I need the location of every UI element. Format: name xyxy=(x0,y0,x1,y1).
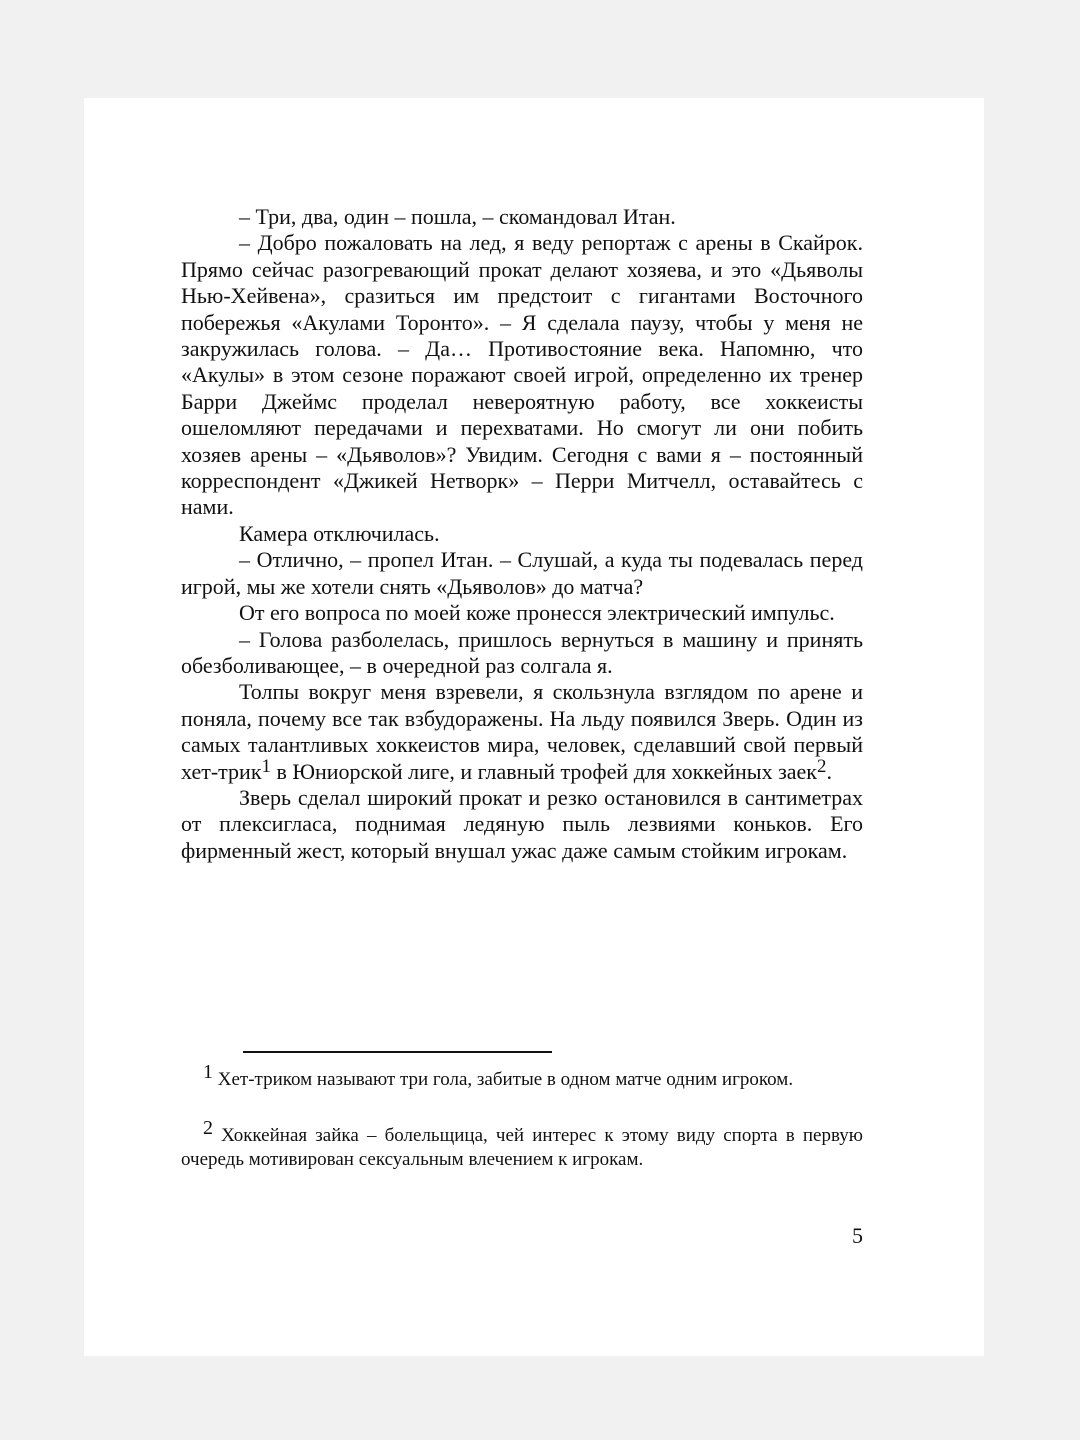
footnote-2 xyxy=(181,1117,863,1172)
paragraph: Камера отключилась. xyxy=(239,520,440,546)
footnote-reference-1[interactable]: 1 xyxy=(261,755,271,777)
footnote-separator xyxy=(243,1051,552,1053)
paragraph: От его вопроса по моей коже пронесся электрический импульс. xyxy=(239,600,835,626)
paragraph-text: Толпы вокруг меня взревели, я скользнула взглядом по арене и поняла, почему все так взбудоражены. На льду появился Зверь. Один из самых талантливых хоккеистов мира, человек, сделавший свой первый хет-трик xyxy=(181,679,863,784)
paragraph: Зверь сделал широкий прокат и резко остановился в сантиметрах от плексигласа, поднимая ледяную пыль лезвиями коньков. Его фирменный жест, который внушал ужас даже самым стойким игрокам. xyxy=(181,784,863,863)
paragraph-text: . xyxy=(826,758,832,784)
page-number: 5 xyxy=(852,1223,863,1248)
paragraph: – Три, два, один – пошла, – скомандовал Итан. xyxy=(239,204,676,229)
paragraph xyxy=(181,679,863,785)
footnote-text: Хоккейная зайка – болельщица, чей интерес к этому виду спорта в первую очередь мотивирован сексуальным влечением к игрокам. xyxy=(181,1125,863,1170)
body-text xyxy=(181,204,863,864)
footnote-1 xyxy=(181,1061,863,1092)
paragraph: – Отлично, – пропел Итан. – Слушай, а куда ты подевалась перед игрой, мы же хотели снять «Дьяволов» до матча? xyxy=(181,547,863,599)
paragraph: – Голова разболелась, пришлось вернуться в машину и принять обезболивающее, – в очередной раз солгала я. xyxy=(181,626,863,678)
footnote-text: Хет-триком называют три гола, забитые в одном матче одним игроком. xyxy=(213,1069,794,1090)
footnotes xyxy=(181,1061,863,1204)
footnote-reference-2[interactable]: 2 xyxy=(816,755,827,777)
footnote-mark: 1 xyxy=(203,1061,213,1083)
paragraph: – Добро пожаловать на лед, я веду репортаж с арены в Скайрок. Прямо сейчас разогревающий прокат делают хозяева, и это «Дьяволы Нью-Хейвена», сразиться им предстоит с гигантами Восточного побережья «Акулами Торонто». – Я сделала паузу, чтобы у меня не закружилась голова. – Да… Противостояние века. Напомню, что «Акулы» в этом сезоне поражают своей игрой, определенно их тренер Барри Джеймс проделал невероятную работу, все хоккеисты ошеломляют передачами и перехватами. Но смогут ли они побить хозяев арены – «Дьяволов»? Увидим. Сегодня с вами я – постоянный корреспондент «Джикей Нетворк» – Перри Митчелл, оставайтесь с нами. xyxy=(181,230,863,520)
book-page xyxy=(84,98,984,1356)
paragraph-text: в Юниорской лиге, и главный трофей для хоккейных заек xyxy=(270,758,817,784)
footnote-mark: 2 xyxy=(203,1117,213,1139)
